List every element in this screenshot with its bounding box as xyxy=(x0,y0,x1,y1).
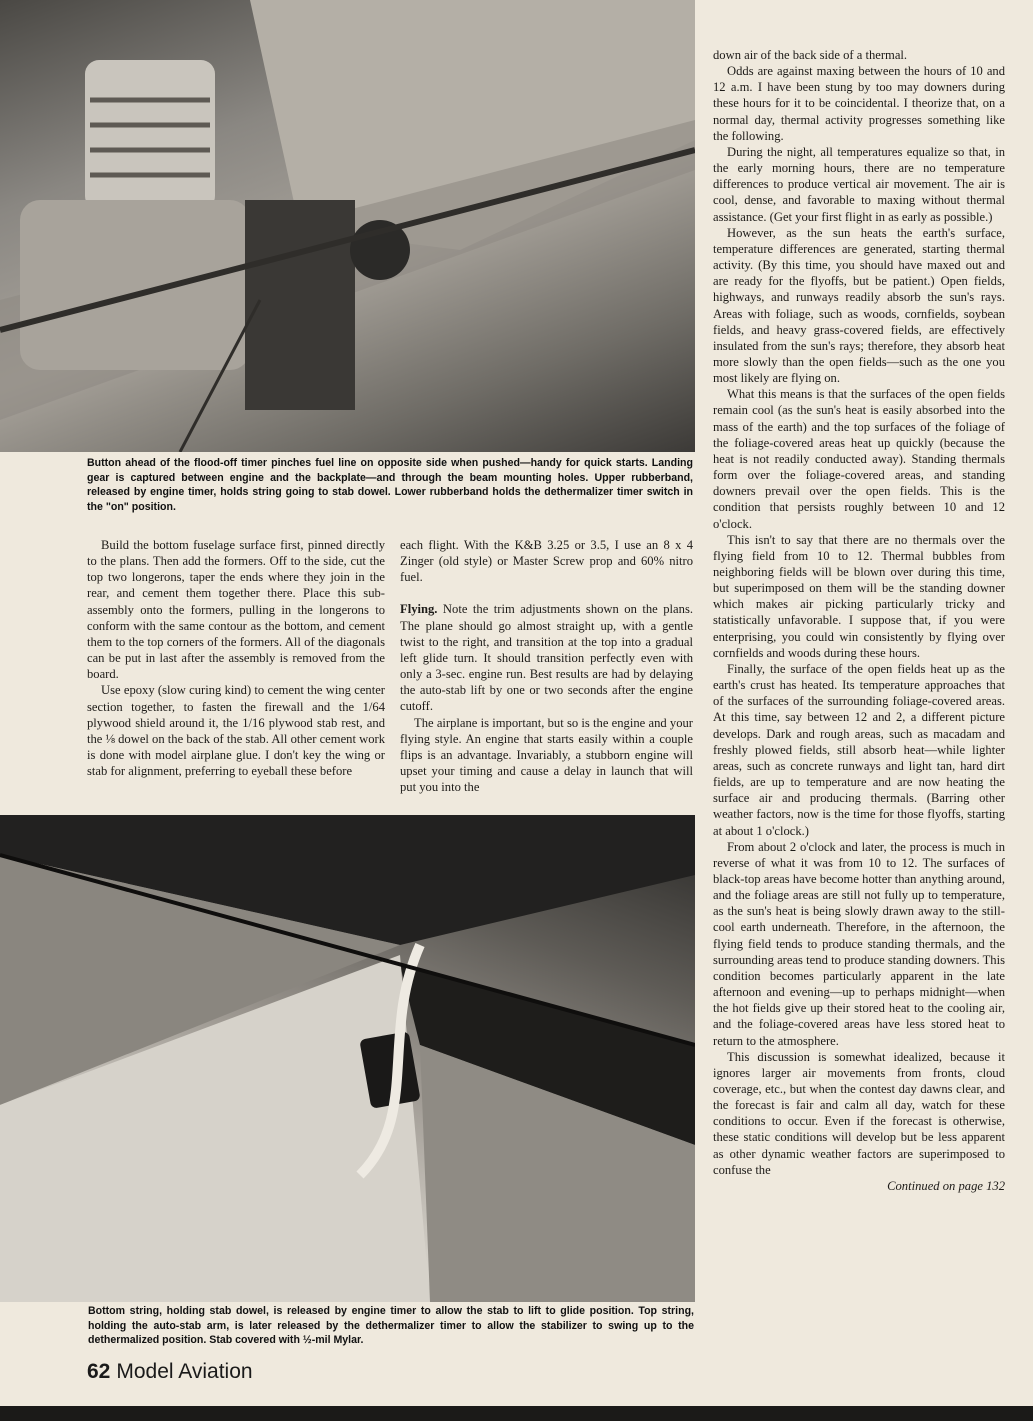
paragraph: This discussion is somewhat idealized, because it ignores larger air movements from fronts, cloud coverage, etc., but when the contest day dawns clear, and the forecast is fair and calm all day, watch for these conditions to occur. Even if the forecast is otherwise, these static conditions will develop but be less apparent as other dynamic weather factors are superimposed to confuse the xyxy=(713,1049,1005,1177)
top-photo-caption: Button ahead of the flood-off timer pinches fuel line on opposite side when pushed—handy for quick starts. Landing gear is captured between engine and the backplate—and through the beam mounting holes. Upper rubberband, released by engine timer, holds string going to stab dowel. Lower rubberband holds the dethermalizer timer switch in the "on" position. xyxy=(87,457,693,513)
paragraph: Odds are against maxing between the hours of 10 and 12 a.m. I have been stung by too may downers during these hours for it to be coincidental. I theorize that, on a normal day, thermal activity progresses something like the following. xyxy=(713,64,1005,143)
page-footer xyxy=(87,1360,253,1384)
scan-edge xyxy=(0,1406,1033,1421)
paragraph: down air of the back side of a thermal. xyxy=(713,48,908,62)
engine-photo xyxy=(0,0,695,452)
paragraph: This isn't to say that there are no thermals over the flying field from 10 to 12. Thermal bubbles from neighboring fields will be blown over during this time, but superimposed on them will be the standing downer which makes air picking particularly tricky and statistically unfavorable. I suppose that, if you were enterprising, you could win consistently by flying over cornfields and woods during these hours. xyxy=(713,532,1005,660)
paragraph-flying xyxy=(400,601,693,714)
stabilizer-photo xyxy=(0,815,695,1302)
magazine-name: Model Aviation xyxy=(116,1360,253,1383)
stabilizer-photo-illustration xyxy=(0,815,695,1302)
bottom-photo-caption: Bottom string, holding stab dowel, is released by engine timer to allow the stab to lift to glide position. Top string, holding the auto-stab arm, is later released by the dethermalizer timer to allow the stabilizer to swing up to the dethermalized position. Stab covered with ½-mil Mylar. xyxy=(88,1305,694,1346)
article-column-2 xyxy=(400,537,693,795)
paragraph: Finally, the surface of the open fields heat up as the earth's crust has heated. Its temperature approaches that of the surfaces of the surrounding foliage-covered areas. At this time, say between 12 and 2, a different picture develops. Dark and rough areas, such as macadam and freshly plowed fields, still absorb heat—while lighter areas, such as concrete runways and light tan, hard dirt fields, are up to temperature and are now heating the surface air and producing thermals. (Barring other weather factors, now is the time for those flyoffs, starting at about 1 o'clock.) xyxy=(713,661,1005,838)
page-number: 62 xyxy=(87,1360,111,1383)
paragraph: each flight. With the K&B 3.25 or 3.5, I use an 8 x 4 Zinger (old style) or Master Screw prop and 60% nitro fuel. xyxy=(400,538,693,585)
paragraph: However, as the sun heats the earth's surface, temperature differences are generated, starting thermal activity. (By this time, you should have maxed out and are ready for the flyoffs, but be patient.) Open fields, highways, and runways readily absorb the sun's rays. Areas with foliage, such as woods, cornfields, soybean fields, and heavy grass-covered fields, are effectively insulated from the sun's rays; therefore, they absorb heat more slowly than the open fields—such as the one you most likely are flying on. xyxy=(713,225,1005,386)
paragraph: During the night, all temperatures equalize so that, in the early morning hours, there are no temperature differences to produce vertical air movement. The air is cool, dense, and favorable to maxing without thermal assistance. (Get your first flight in as early as possible.) xyxy=(713,144,1005,224)
section-heading-flying: Flying. xyxy=(400,602,438,617)
paragraph: Build the bottom fuselage surface first, pinned directly to the plans. Then add the formers. Off to the side, cut the top two longerons, taper the ends where they join in the rear, and cement them together there. Place this sub-assembly onto the formers, pulling in the longerons to conform with the same contour as the bottom, and cement them to the top corners of the formers. All of the diagonals can be put in last after the assembly is removed from the board. xyxy=(87,538,385,682)
engine-photo-illustration xyxy=(0,0,695,452)
article-column-3 xyxy=(713,47,1005,1194)
paragraph: What this means is that the surfaces of the open fields remain cool (as the sun's heat is easily absorbed into the mass of the earth) and the top surfaces of the foliage of the foliage-covered areas heat up quickly (because the heat is not readily conducted away). Standing thermals form over the foliage-covered areas, and standing downers prevail over the open fields. This is the condition that persists roughly between 10 and 12 o'clock. xyxy=(713,387,1005,531)
paragraph-text: Note the trim adjustments shown on the plans. The plane should go almost straight up, with a gentle twist to the right, and transition at the top into a gradual left glide turn. It should transition perfectly even with only a 3-sec. engine run. Best results are had by delaying the auto-stab lift by one or two seconds after the engine cutoff. xyxy=(400,602,693,714)
paragraph: The airplane is important, but so is the engine and your flying style. An engine that starts easily within a couple flips is an advantage. Invariably, a stubborn engine will upset your timing and cause a delay in launch that will put you into the xyxy=(400,715,693,795)
paragraph: From about 2 o'clock and later, the process is much in reverse of what it was from 10 to 12. The surfaces of black-top areas have become hotter than anything around, and the foliage areas are still not fully up to temperature, as the sun's heat is being slowly drawn away to the still-cool earth underneath. Therefore, in the afternoon, the flying field tends to produce standing thermals, and the surrounding areas tend to produce standing downers. This condition becomes particularly apparent in the late afternoon and evening—up to perhaps midnight—when the hot fields give up their stored heat to the cooling air, and the foliage-covered areas have less stored heat to return to the atmosphere. xyxy=(713,839,1005,1048)
article-column-1 xyxy=(87,537,385,779)
continued-on-link: Continued on page 132 xyxy=(887,1178,1005,1193)
paragraph: Use epoxy (slow curing kind) to cement the wing center section together, to fasten the firewall and the 1/64 plywood shield around it, the 1/16 plywood stab rest, and the ⅛ dowel on the back of the stab. All other cement work is done with model airplane glue. I don't key the wing or stab for alignment, preferring to eyeball these before xyxy=(87,683,385,779)
